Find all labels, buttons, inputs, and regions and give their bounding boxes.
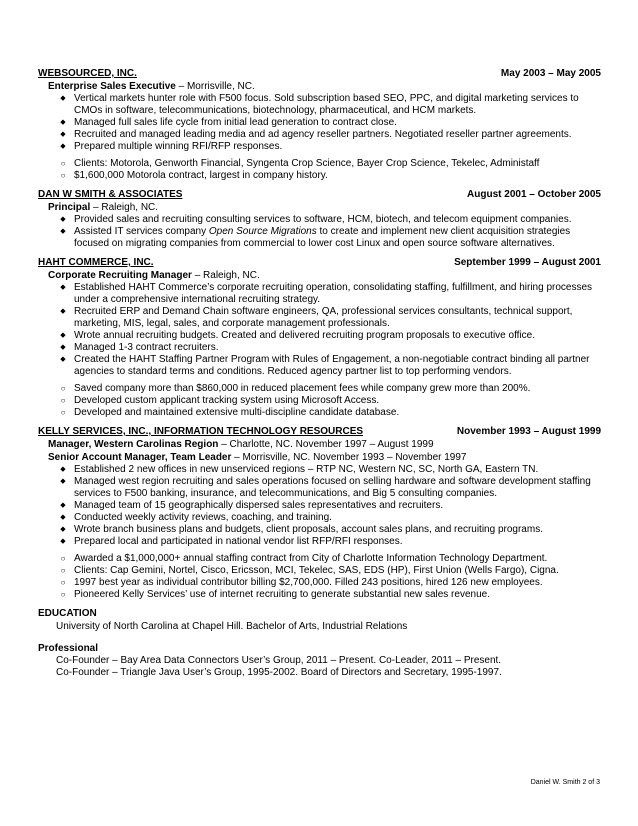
professional-section <box>38 642 601 679</box>
education-entry: University of North Carolina at Chapel Hill. Bachelor of Arts, Industrial Relations <box>56 621 408 632</box>
circle-bullet-icon: ○ <box>60 408 66 417</box>
circle-bullet-icon: ○ <box>60 566 66 575</box>
role-title: Principal <box>48 202 91 213</box>
list-item: ◆ Prepared local and participated in national vendor list RFP/RFI responses. <box>38 536 601 548</box>
company-name: WEBSOURCED, INC. <box>38 68 137 79</box>
bullet-icon: ◆ <box>60 95 66 102</box>
bullet-icon: ◆ <box>60 538 66 545</box>
list-item: ◆ Created the HAHT Staffing Partner Program with Rules of Engagement, a non-negotiable contract binding all partner agencies to standard terms and conditions. Reduced agency partner list to top performing vendors. <box>38 354 601 378</box>
bullet-icon: ◆ <box>60 526 66 533</box>
bullet-icon: ◆ <box>60 284 66 291</box>
list-item: ◆ Wrote annual recruiting budgets. Created and delivered recruiting program proposals to executive office. <box>38 330 601 342</box>
job-dates: November 1993 – August 1999 <box>456 426 601 437</box>
circle-bullet-icon: ○ <box>60 590 66 599</box>
role-line <box>38 451 601 464</box>
company-name: HAHT COMMERCE, INC. <box>38 257 154 268</box>
job-haht-commerce <box>38 256 601 419</box>
job-dates: September 1999 – August 2001 <box>454 257 601 268</box>
list-item: ◆ Recruited and managed leading media and ad agency reseller partners. Negotiated reseller partner agreements. <box>38 129 601 141</box>
list-item: ○ Awarded a $1,000,000+ annual staffing contract from City of Charlotte Information Technology Department. <box>38 553 601 565</box>
list-item: ◆ Prepared multiple winning RFI/RFP responses. <box>38 141 601 153</box>
bullet-icon: ◆ <box>60 228 66 235</box>
list-item: ○ Clients: Cap Gemini, Nortel, Cisco, Ericsson, MCI, Tekelec, SAS, EDS (HP), First Union (Wells Fargo), Cigna. <box>38 565 601 577</box>
list-item: ◆ Established HAHT Commerce’s corporate recruiting operation, consolidating staffing, fulfillment, and hiring processes under a comprehensive international recruiting strategy. <box>38 282 601 306</box>
list-item: ◆ Managed team of 15 geographically dispersed sales representatives and recruiters. <box>38 500 601 512</box>
role-location: – Raleigh, NC. <box>90 202 159 213</box>
job-websourced <box>38 67 601 182</box>
job-kelly-services <box>38 425 601 601</box>
professional-entry: Co-Founder – Triangle Java User’s Group, 1995-2002. Board of Directors and Secretary, 1995-1997. <box>56 667 502 678</box>
list-item: ◆ Managed 1-3 contract recruiters. <box>38 342 601 354</box>
role-line <box>38 269 601 282</box>
list-item: ◆ Wrote branch business plans and budgets, client proposals, account sales plans, and recruiting programs. <box>38 524 601 536</box>
job-header <box>38 256 601 269</box>
achievement-list <box>38 158 601 182</box>
job-dates: May 2003 – May 2005 <box>500 68 601 79</box>
list-item: ◆ Established 2 new offices in new unserviced regions – RTP NC, Western NC, SC, North GA, Eastern TN. <box>38 464 601 476</box>
role-title: Manager, Western Carolinas Region <box>48 439 219 450</box>
achievement-list <box>38 383 601 419</box>
circle-bullet-icon: ○ <box>60 171 66 180</box>
role-line <box>38 80 601 93</box>
circle-bullet-icon: ○ <box>60 384 66 393</box>
bullet-list <box>38 214 601 250</box>
list-item: ○ Pioneered Kelly Services’ use of internet recruiting to generate substantial new sales revenue. <box>38 589 601 601</box>
achievement-list <box>38 553 601 601</box>
list-item: ○ Clients: Motorola, Genworth Financial, Syngenta Crop Science, Bayer Crop Science, Tekelec, Administaff <box>38 158 601 170</box>
list-item: ◆ Conducted weekly activity reviews, coaching, and training. <box>38 512 601 524</box>
list-item: ◆ Assisted IT services company Open Source Migrations to create and implement new client acquisition strategies focused on migrating companies from commercial to lower cost Linux and open source software alternatives. <box>38 226 601 250</box>
circle-bullet-icon: ○ <box>60 159 66 168</box>
list-item: ◆ Provided sales and recruiting consulting services to software, HCM, biotech, and telecom equipment companies. <box>38 214 601 226</box>
list-item: ◆ Managed full sales life cycle from initial lead generation to contract close. <box>38 117 601 129</box>
list-item: ○ $1,600,000 Motorola contract, largest in company history. <box>38 170 601 182</box>
bullet-icon: ◆ <box>60 332 66 339</box>
bullet-icon: ◆ <box>60 131 66 138</box>
bullet-list <box>38 93 601 153</box>
job-dates: August 2001 – October 2005 <box>467 189 601 200</box>
role-location: – Charlotte, NC. November 1997 – August 1999 <box>218 439 434 450</box>
bullet-icon: ◆ <box>60 466 66 473</box>
list-item: ○ Developed custom applicant tracking system using Microsoft Access. <box>38 395 601 407</box>
role-location: – Morrisville, NC. November 1993 – November 1997 <box>231 452 467 463</box>
circle-bullet-icon: ○ <box>60 554 66 563</box>
circle-bullet-icon: ○ <box>60 578 66 587</box>
bullet-list <box>38 282 601 378</box>
company-name: KELLY SERVICES, INC., INFORMATION TECHNOLOGY RESOURCES <box>38 426 364 437</box>
education-heading: EDUCATION <box>38 608 97 619</box>
bullet-icon: ◆ <box>60 216 66 223</box>
role-location: – Raleigh, NC. <box>191 270 260 281</box>
professional-heading: Professional <box>38 643 99 654</box>
bullet-icon: ◆ <box>60 119 66 126</box>
role-title: Corporate Recruiting Manager <box>48 270 192 281</box>
resume-page <box>38 67 601 679</box>
role-title: Enterprise Sales Executive <box>48 81 176 92</box>
list-item: ○ 1997 best year as individual contributor billing $2,700,000. Filled 243 positions, hired 126 new employees. <box>38 577 601 589</box>
circle-bullet-icon: ○ <box>60 396 66 405</box>
role-line <box>38 201 601 214</box>
bullet-icon: ◆ <box>60 308 66 315</box>
role-line <box>38 438 601 451</box>
role-location: – Morrisville, NC. <box>175 81 255 92</box>
bullet-list <box>38 464 601 548</box>
bullet-icon: ◆ <box>60 478 66 485</box>
list-item: ○ Saved company more than $860,000 in reduced placement fees while company grew more than 200%. <box>38 383 601 395</box>
company-name: DAN W SMITH & ASSOCIATES <box>38 189 183 200</box>
page-footer: Daniel W. Smith 2 of 3 <box>530 779 600 786</box>
education-section <box>38 607 601 633</box>
bullet-icon: ◆ <box>60 143 66 150</box>
job-header <box>38 188 601 201</box>
bullet-icon: ◆ <box>60 344 66 351</box>
job-header <box>38 425 601 438</box>
job-header <box>38 67 601 80</box>
bullet-icon: ◆ <box>60 356 66 363</box>
list-item: ◆ Vertical markets hunter role with F500 focus. Sold subscription based SEO, PPC, and digital marketing services to CMOs in software, telecommunications, biotechnology, pharmaceutical, and HCM markets. <box>38 93 601 117</box>
list-item: ◆ Recruited ERP and Demand Chain software engineers, QA, professional services consultants, technical support, marketing, MIS, legal, sales, and corporate management professionals. <box>38 306 601 330</box>
professional-entry: Co-Founder – Bay Area Data Connectors User’s Group, 2011 – Present. Co-Leader, 2011 – Present. <box>56 655 502 666</box>
job-dan-w-smith <box>38 188 601 250</box>
bullet-icon: ◆ <box>60 502 66 509</box>
bullet-icon: ◆ <box>60 514 66 521</box>
list-item: ○ Developed and maintained extensive multi-discipline candidate database. <box>38 407 601 419</box>
role-title: Senior Account Manager, Team Leader <box>48 452 232 463</box>
list-item: ◆ Managed west region recruiting and sales operations focused on selling hardware and software development staffing services to F500 banking, insurance, and telecommunications, and Big 5 consulting companies. <box>38 476 601 500</box>
